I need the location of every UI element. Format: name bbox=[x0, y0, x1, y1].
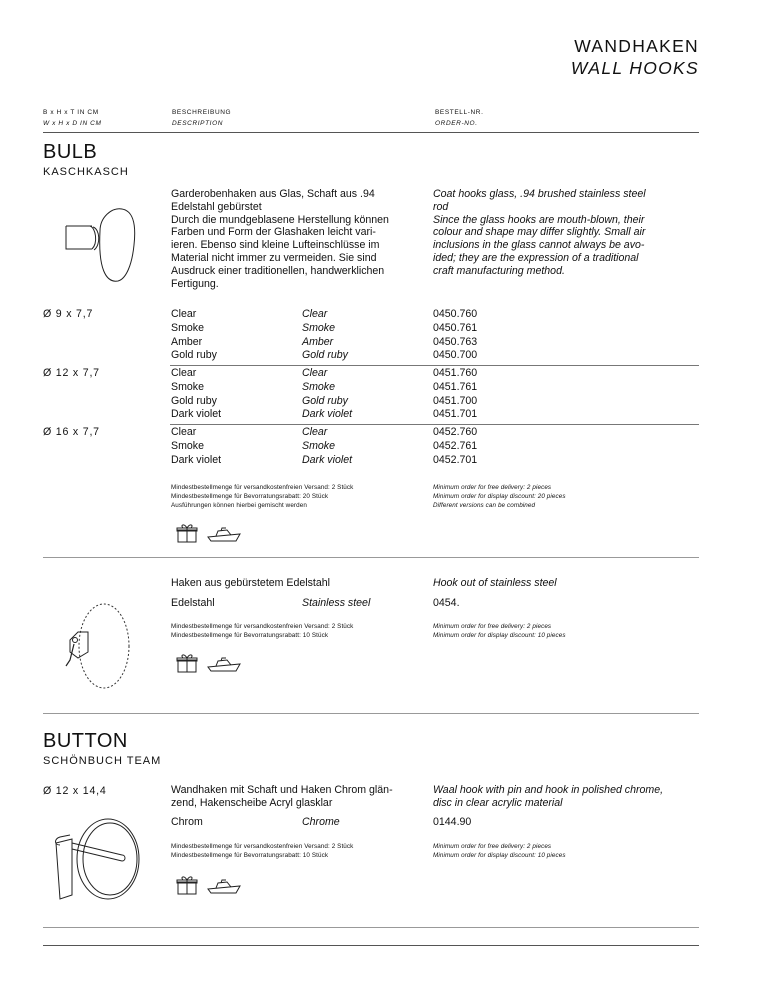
order-number: 0450.761 bbox=[433, 321, 478, 334]
steel-order-number: 0454. bbox=[433, 597, 460, 609]
bulb-desc-en bbox=[433, 188, 646, 278]
order-number: 0451.701 bbox=[433, 408, 478, 421]
ship-icon bbox=[207, 526, 241, 544]
min-order-line: Minimum order for free delivery: 2 pieces bbox=[433, 623, 552, 630]
page-title bbox=[571, 35, 699, 79]
bulb-desc-en-line: ided; they are the expression of a traditional bbox=[433, 251, 639, 264]
bulb-desc-en-line: craft manufacturing method. bbox=[433, 264, 565, 277]
bulb-designer: KASCHKASCH bbox=[43, 166, 129, 178]
bulb-size-2: Ø 12 x 7,7 bbox=[43, 367, 100, 379]
bulb-desc-de-line: Material nicht immer zu vermeiden. Sie sind bbox=[171, 251, 377, 264]
button-desc-de-line: zend, Hakenscheibe Acryl glasklar bbox=[171, 796, 333, 809]
min-order-line: Mindestbestellmenge für Bevorratungsrabatt: 10 Stück bbox=[171, 852, 329, 859]
steel-variant-en: Stainless steel bbox=[302, 597, 371, 609]
steel-min-order-de bbox=[171, 622, 353, 640]
button-variant-de: Chrom bbox=[171, 816, 203, 828]
bulb-desc-en-line: colour and shape may differ slightly. Small air bbox=[433, 226, 646, 239]
min-order-line: Mindestbestellmenge für versandkostenfreien Versand: 2 Stück bbox=[171, 623, 354, 630]
ship-icon bbox=[207, 878, 241, 896]
header-desc bbox=[172, 108, 231, 129]
order-number: 0450.760 bbox=[433, 308, 478, 320]
variant-de: Dark violet bbox=[171, 408, 222, 421]
bulb-desc-de-line: Fertigung. bbox=[171, 277, 219, 290]
bulb-variants-de-3 bbox=[171, 426, 221, 467]
bulb-desc-de-line: Farben und Form der Glashaken leicht vari- bbox=[171, 226, 376, 239]
variant-en: Smoke bbox=[302, 380, 335, 393]
variant-en: Gold ruby bbox=[302, 349, 348, 362]
bulb-desc-de bbox=[171, 188, 389, 290]
button-icons bbox=[176, 874, 241, 896]
order-number: 0452.701 bbox=[433, 453, 478, 466]
variant-de: Clear bbox=[171, 308, 197, 320]
variant-en: Amber bbox=[302, 335, 334, 348]
button-min-order-en bbox=[433, 842, 566, 860]
variant-en: Clear bbox=[302, 308, 328, 320]
bulb-order-nrs-1 bbox=[433, 308, 477, 363]
button-variant-en: Chrome bbox=[302, 816, 340, 828]
button-hook-illustration bbox=[50, 815, 150, 905]
group-divider bbox=[170, 424, 699, 425]
section-divider bbox=[43, 927, 699, 928]
bulb-name: BULB bbox=[43, 141, 98, 163]
gift-icon bbox=[176, 522, 198, 544]
header-desc-en: DESCRIPTION bbox=[172, 119, 224, 127]
button-desc-en-line: disc in clear acrylic material bbox=[433, 796, 563, 809]
variant-en: Smoke bbox=[302, 321, 335, 334]
min-order-line: Minimum order for free delivery: 2 pieces bbox=[433, 484, 552, 491]
bulb-desc-en-line: Since the glass hooks are mouth-blown, their bbox=[433, 213, 645, 226]
min-order-line: Ausführungen können hierbei gemischt werden bbox=[171, 502, 307, 509]
header-order bbox=[435, 108, 484, 129]
variant-de: Clear bbox=[171, 426, 197, 438]
bulb-desc-en-line: inclusions in the glass cannot always be avo- bbox=[433, 239, 645, 252]
order-number: 0451.760 bbox=[433, 367, 478, 379]
variant-en: Clear bbox=[302, 367, 328, 379]
variant-de: Gold ruby bbox=[171, 394, 217, 407]
variant-en: Dark violet bbox=[302, 453, 353, 466]
variant-de: Dark violet bbox=[171, 453, 222, 466]
page-bottom-rule bbox=[43, 945, 699, 946]
steel-desc-de: Haken aus gebürstetem Edelstahl bbox=[171, 577, 330, 589]
bulb-variants-en-1 bbox=[302, 308, 348, 363]
page-title-de: WANDHAKEN bbox=[574, 36, 699, 56]
bulb-order-nrs-2 bbox=[433, 367, 477, 422]
variant-de: Smoke bbox=[171, 321, 204, 334]
min-order-line: Mindestbestellmenge für Bevorratungsrabatt: 10 Stück bbox=[171, 632, 329, 639]
bulb-variants-de-1 bbox=[171, 308, 217, 363]
bulb-desc-en-line: Coat hooks glass, .94 brushed stainless steel bbox=[433, 188, 646, 200]
steel-icons bbox=[176, 652, 241, 674]
variant-en: Gold ruby bbox=[302, 394, 348, 407]
button-min-order-de bbox=[171, 842, 353, 860]
bulb-desc-de-line: Ausdruck einer traditionellen, handwerklichen bbox=[171, 264, 385, 277]
min-order-line: Mindestbestellmenge für versandkostenfreien Versand: 2 Stück bbox=[171, 843, 354, 850]
steel-hook-illustration bbox=[52, 600, 142, 695]
bulb-desc-de-line: Edelstahl gebürstet bbox=[171, 200, 262, 213]
min-order-line: Mindestbestellmenge für Bevorratungsrabatt: 20 Stück bbox=[171, 493, 329, 500]
header-order-en: ORDER-NO. bbox=[435, 119, 478, 127]
header-order-de: BESTELL-NR. bbox=[435, 109, 484, 116]
bulb-min-order-de bbox=[171, 483, 353, 510]
bulb-variants-en-2 bbox=[302, 367, 352, 422]
button-desc-de bbox=[171, 784, 393, 810]
header-dims-de: B x H x T IN CM bbox=[43, 109, 99, 116]
bulb-hook-illustration bbox=[60, 205, 140, 285]
button-desc-de-line: Wandhaken mit Schaft und Haken Chrom glän- bbox=[171, 784, 393, 796]
steel-min-order-en bbox=[433, 622, 566, 640]
min-order-line: Minimum order for display discount: 10 pieces bbox=[433, 632, 566, 639]
bulb-min-order-en bbox=[433, 483, 566, 510]
min-order-line: Different versions can be combined bbox=[433, 502, 536, 509]
bulb-icons bbox=[176, 522, 241, 544]
variant-en: Clear bbox=[302, 426, 328, 438]
bulb-variants-de-2 bbox=[171, 367, 221, 422]
button-order-number: 0144.90 bbox=[433, 816, 472, 828]
order-number: 0450.700 bbox=[433, 349, 478, 362]
header-dims bbox=[43, 108, 101, 129]
variant-de: Amber bbox=[171, 335, 203, 348]
bulb-desc-en-line: rod bbox=[433, 200, 449, 213]
bulb-desc-de-line: Durch die mundgeblasene Herstellung können bbox=[171, 213, 389, 226]
button-desc-en bbox=[433, 784, 663, 810]
bulb-size-3: Ø 16 x 7,7 bbox=[43, 426, 100, 438]
bulb-desc-de-line: Garderobenhaken aus Glas, Schaft aus .94 bbox=[171, 188, 375, 200]
group-divider bbox=[170, 365, 699, 366]
header-dims-en: W x H x D IN CM bbox=[43, 119, 102, 127]
bulb-order-nrs-3 bbox=[433, 426, 477, 467]
variant-de: Gold ruby bbox=[171, 349, 217, 362]
button-name: BUTTON bbox=[43, 730, 128, 752]
button-size: Ø 12 x 14,4 bbox=[43, 785, 107, 797]
min-order-line: Mindestbestellmenge für versandkostenfreien Versand: 2 Stück bbox=[171, 484, 354, 491]
bulb-variants-en-3 bbox=[302, 426, 352, 467]
steel-desc-en: Hook out of stainless steel bbox=[433, 577, 557, 589]
bulb-size-1: Ø 9 x 7,7 bbox=[43, 308, 94, 320]
ship-icon bbox=[207, 656, 241, 674]
steel-variant-de: Edelstahl bbox=[171, 597, 215, 609]
button-desc-en-line: Waal hook with pin and hook in polished chrome, bbox=[433, 784, 664, 796]
min-order-line: Minimum order for free delivery: 2 pieces bbox=[433, 843, 552, 850]
variant-de: Smoke bbox=[171, 439, 204, 452]
order-number: 0452.761 bbox=[433, 439, 478, 452]
min-order-line: Minimum order for display discount: 10 pieces bbox=[433, 852, 566, 859]
variant-de: Clear bbox=[171, 367, 197, 379]
order-number: 0452.760 bbox=[433, 426, 478, 438]
header-rule bbox=[43, 132, 699, 133]
button-designer: SCHÖNBUCH TEAM bbox=[43, 755, 162, 767]
variant-de: Smoke bbox=[171, 380, 204, 393]
order-number: 0451.700 bbox=[433, 394, 478, 407]
section-divider bbox=[43, 557, 699, 558]
gift-icon bbox=[176, 652, 198, 674]
page-title-en: WALL HOOKS bbox=[570, 58, 699, 78]
order-number: 0451.761 bbox=[433, 380, 478, 393]
section-divider bbox=[43, 713, 699, 714]
variant-en: Smoke bbox=[302, 439, 335, 452]
bulb-desc-de-line: ieren. Ebenso sind kleine Lufteinschlüsse im bbox=[171, 239, 380, 252]
min-order-line: Minimum order for display discount: 20 pieces bbox=[433, 493, 566, 500]
gift-icon bbox=[176, 874, 198, 896]
variant-en: Dark violet bbox=[302, 408, 353, 421]
header-desc-de: BESCHREIBUNG bbox=[172, 109, 232, 116]
order-number: 0450.763 bbox=[433, 335, 478, 348]
